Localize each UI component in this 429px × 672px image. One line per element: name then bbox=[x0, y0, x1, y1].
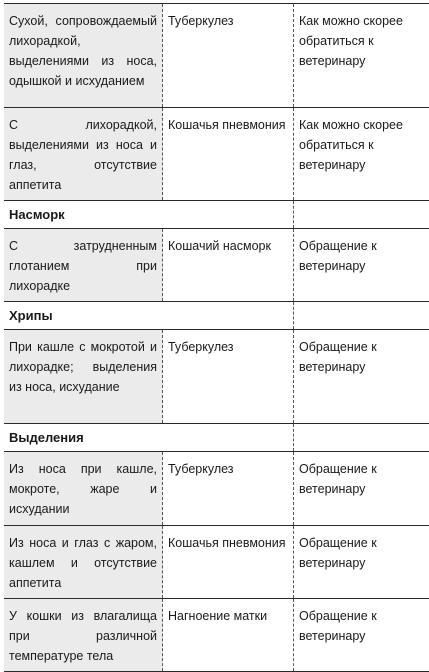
action-cell bbox=[294, 452, 429, 526]
disease-text: Туберкулез bbox=[168, 459, 288, 479]
table-row bbox=[4, 452, 429, 526]
action-text: Как можно скорее обратиться к ветеринару bbox=[299, 11, 427, 71]
section-title: Насморк bbox=[4, 201, 163, 229]
table-row bbox=[4, 108, 429, 201]
disease-text: Туберкулез bbox=[168, 11, 288, 31]
disease-cell bbox=[163, 452, 294, 526]
action-text: Обращение к ветеринару bbox=[299, 606, 427, 646]
section-title: Выделения bbox=[4, 424, 163, 452]
disease-text: Кошачий насморк bbox=[168, 236, 288, 256]
disease-cell bbox=[163, 108, 294, 201]
symptom-cell bbox=[4, 330, 163, 424]
disease-cell bbox=[163, 599, 294, 672]
table-row bbox=[4, 599, 429, 672]
section-title: Хрипы bbox=[4, 302, 163, 330]
disease-cell bbox=[163, 526, 294, 599]
table-row bbox=[4, 4, 429, 108]
symptom-cell bbox=[4, 108, 163, 201]
section-empty-cell bbox=[163, 424, 294, 452]
disease-text: Кошачья пневмония bbox=[168, 533, 288, 553]
symptom-cell bbox=[4, 452, 163, 526]
section-row bbox=[4, 302, 429, 330]
action-cell bbox=[294, 229, 429, 302]
action-cell bbox=[294, 4, 429, 108]
section-empty-cell bbox=[294, 424, 429, 452]
symptom-text: Из носа и глаз с жаром, кашлем и отсутствие аппетита bbox=[9, 533, 157, 593]
section-empty-cell bbox=[294, 201, 429, 229]
action-cell bbox=[294, 526, 429, 599]
section-row bbox=[4, 424, 429, 452]
symptom-text: С затрудненным глотанием при лихорадке bbox=[9, 236, 157, 296]
symptom-text: Из носа при кашле, мокроте, жаре и исхудании bbox=[9, 459, 157, 519]
table-row bbox=[4, 229, 429, 302]
disease-cell bbox=[163, 4, 294, 108]
action-text: Обращение к ветеринару bbox=[299, 459, 427, 499]
action-cell bbox=[294, 108, 429, 201]
action-text: Обращение к ветеринару bbox=[299, 337, 427, 377]
symptom-cell bbox=[4, 526, 163, 599]
action-cell bbox=[294, 599, 429, 672]
symptom-text: Сухой, сопровождаемый лихорадкой, выделениями из носа, одышкой и исхуданием bbox=[9, 11, 157, 91]
section-empty-cell bbox=[294, 302, 429, 330]
table-row bbox=[4, 330, 429, 424]
symptom-cell bbox=[4, 599, 163, 672]
table-row bbox=[4, 526, 429, 599]
symptom-text: При кашле с мокротой и лихорадке; выделения из носа, исхудание bbox=[9, 337, 157, 397]
symptom-cell bbox=[4, 4, 163, 108]
symptom-cell bbox=[4, 229, 163, 302]
symptom-text: У кошки из влагалища при различной температуре тела bbox=[9, 606, 157, 666]
disease-text: Кошачья пневмония bbox=[168, 115, 288, 135]
action-text: Как можно скорее обратиться к ветеринару bbox=[299, 115, 427, 175]
disease-cell bbox=[163, 330, 294, 424]
section-row bbox=[4, 201, 429, 229]
section-empty-cell bbox=[163, 201, 294, 229]
section-empty-cell bbox=[163, 302, 294, 330]
action-text: Обращение к ветеринару bbox=[299, 236, 427, 276]
disease-cell bbox=[163, 229, 294, 302]
disease-text: Нагноение матки bbox=[168, 606, 288, 626]
disease-text: Туберкулез bbox=[168, 337, 288, 357]
action-cell bbox=[294, 330, 429, 424]
symptoms-table bbox=[4, 3, 429, 672]
symptom-text: С лихорадкой, выделениями из носа и глаз, отсутствие аппетита bbox=[9, 115, 157, 195]
action-text: Обращение к ветеринару bbox=[299, 533, 427, 573]
